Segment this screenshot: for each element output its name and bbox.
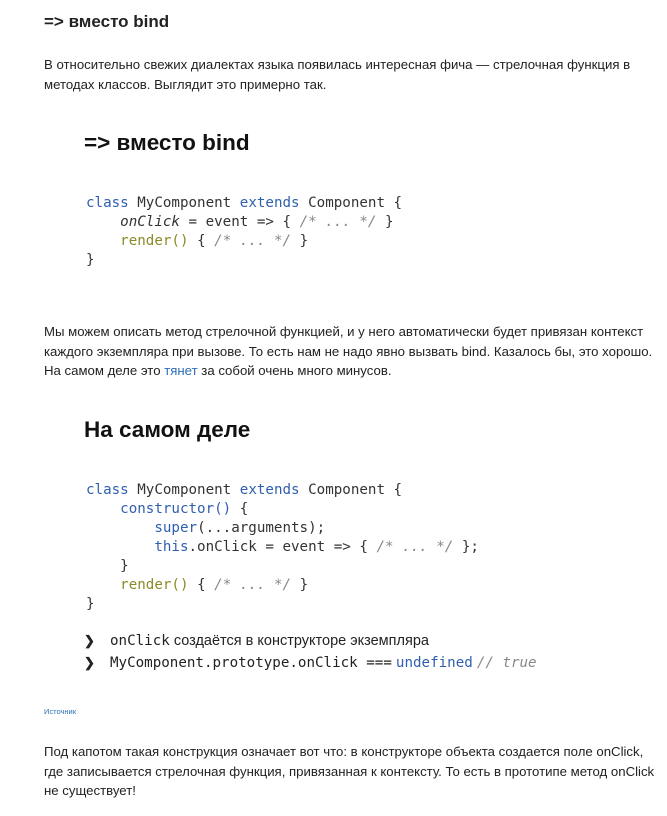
code-keyword: extends <box>239 195 300 211</box>
code-method-name: render() <box>120 233 189 249</box>
chevron-right-icon: ❯ <box>84 633 95 648</box>
source-link[interactable]: Источник <box>44 707 77 716</box>
code-text: (...arguments); <box>197 520 326 536</box>
slide1-title: => вместо bind <box>84 130 250 155</box>
paragraph-3: Под капотом такая конструкция означает вот что: в конструкторе объекта создается поле onClick, где записывается стрелочная функция, привязанная к контексту. То есть в прототипе метод onClick не существует! <box>44 744 655 798</box>
bullet-code: onClick <box>110 633 170 649</box>
code-comment: /* ... */ <box>214 577 292 593</box>
bullet-text: создаётся в конструкторе экземпляра <box>173 633 429 649</box>
code-comment: /* ... */ <box>376 539 454 555</box>
code-comment: /* ... */ <box>214 233 292 249</box>
slide2-bullet-list <box>84 630 537 674</box>
code-keyword: extends <box>239 482 300 498</box>
code-class-name: MyComponent <box>137 482 232 498</box>
code-method-name: render() <box>120 577 189 593</box>
slide2-code-block <box>86 481 479 614</box>
bullet-comment: // true <box>476 655 537 671</box>
code-keyword: class <box>86 195 129 211</box>
code-text: { <box>197 233 206 249</box>
code-text: .onClick = event => { <box>188 539 368 555</box>
code-class-name: MyComponent <box>137 195 232 211</box>
paragraph-2-text: Мы можем описать метод стрелочной функцией, и у него автоматически будет привязан контекст каждого экземпляра при вызове. То есть нам не надо явно вызвать bind. Казалось бы, это хорошо. На самом деле это <box>44 324 653 378</box>
code-text: } <box>86 596 95 612</box>
code-constructor: constructor() <box>120 501 232 517</box>
paragraph-2 <box>44 322 656 381</box>
paragraph-2-text-end: за собой очень много минусов. <box>197 363 392 378</box>
code-text: } <box>86 252 95 268</box>
code-text: } <box>384 214 394 230</box>
code-text: { <box>197 577 206 593</box>
code-base-class: Component { <box>308 195 403 211</box>
bullet-code: MyComponent.prototype.onClick === <box>110 655 392 671</box>
code-method-name: onClick <box>120 214 180 230</box>
code-base-class: Component { <box>308 482 403 498</box>
code-keyword: this <box>154 539 189 555</box>
code-text: } <box>299 577 309 593</box>
code-keyword: super <box>154 520 198 536</box>
code-comment: /* ... */ <box>299 214 377 230</box>
section-heading: => вместо bind <box>44 12 170 31</box>
code-text: } <box>120 558 129 574</box>
slide1-code-block <box>86 194 402 270</box>
bullet-item <box>84 652 537 674</box>
code-text: = event => { <box>188 214 292 230</box>
source-link-tyanet[interactable]: тянет <box>164 363 198 378</box>
code-text: }; <box>461 539 479 555</box>
code-keyword: class <box>86 482 129 498</box>
bullet-keyword: undefined <box>395 655 473 671</box>
intro-paragraph: В относительно свежих диалектах языка появилась интересная фича — стрелочная функция в методах классов. Выглядит это примерно так. <box>44 57 631 92</box>
code-text: } <box>299 233 309 249</box>
slide2-title: На самом деле <box>84 417 251 442</box>
chevron-right-icon: ❯ <box>84 655 95 670</box>
bullet-item <box>84 630 537 652</box>
code-text: { <box>239 501 249 517</box>
